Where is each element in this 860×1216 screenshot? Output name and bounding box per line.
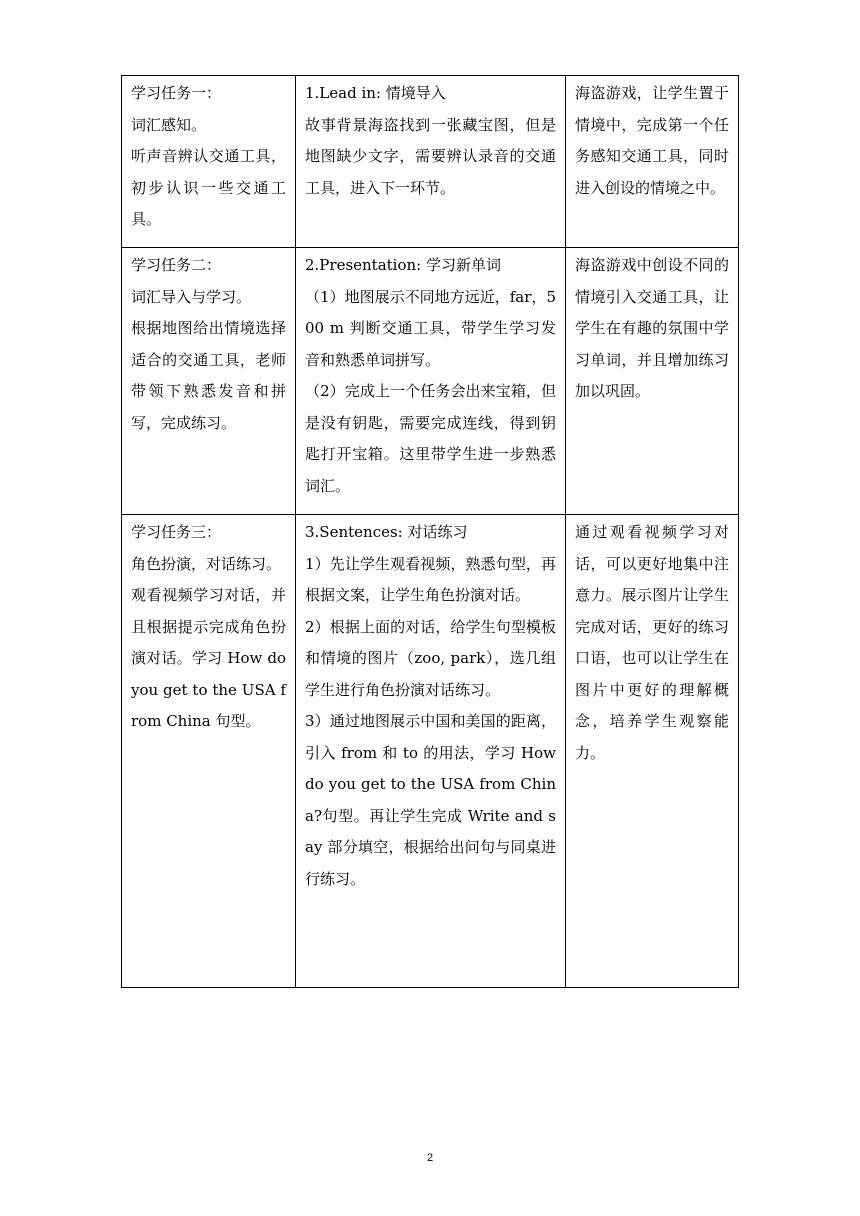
activity-line: 1）先让学生观看视频，熟悉句型，再根据文案，让学生角色扮演对话。 [305,554,556,604]
task-cell [122,515,296,988]
lesson-plan-table [121,75,739,988]
task-line: 角色扮演，对话练习。 [131,554,282,573]
intent-cell [566,515,739,988]
activity-cell [296,248,566,515]
task-line: 听声音辨认交通工具，初步认识一些交通工具。 [131,147,286,228]
task-cell [122,248,296,515]
activity-line: 3）通过地图展示中国和美国的距离，引入 from 和 to 的用法，学习 How do you get to the USA from China?句型。再让学生完成 Write and say 部分填空，根据给出问句与同桌进行练习。 [305,712,556,888]
activity-line: （1）地图展示不同地方远近，far，500 m 判断交通工具，带学生学习发音和熟悉单词拼写。 [305,287,556,369]
task-cell [122,76,296,248]
page-number: 2 [426,1152,434,1164]
intent-line: 海盗游戏，让学生置于情境中，完成第一个任务感知交通工具，同时进入创设的情境之中。 [575,84,729,197]
intent-line: 通过观看视频学习对话，可以更好地集中注意力。展示图片让学生完成对话，更好的练习口语，也可以让学生在图片中更好的理解概念，培养学生观察能力。 [575,523,729,762]
task-line: 词汇导入与学习。 [131,287,252,306]
activity-line: （2）完成上一个任务会出来宝箱，但是没有钥匙，需要完成连线，得到钥匙打开宝箱。这里带学生进一步熟悉词汇。 [305,382,556,495]
intent-cell [566,248,739,515]
table-row [122,76,739,248]
activity-title: 2.Presentation: 学习新单词 [305,256,501,274]
activity-title: 1.Lead in: 情境导入 [305,84,446,102]
task-line: 根据地图给出情境选择适合的交通工具，老师带领下熟悉发音和拼写，完成练习。 [131,319,286,432]
activity-line: 2）根据上面的对话，给学生句型模板和情境的图片（zoo, park），选几组学生进行角色扮演对话练习。 [305,617,556,699]
intent-line: 海盗游戏中创设不同的情境引入交通工具，让学生在有趣的氛围中学习单词，并且增加练习加以巩固。 [575,256,729,400]
table-row [122,515,739,988]
task-title: 学习任务三： [131,523,222,541]
task-line: 词汇感知。 [131,115,207,134]
activity-line: 故事背景海盗找到一张藏宝图，但是地图缺少文字，需要辨认录音的交通工具，进入下一环节。 [305,115,556,197]
activity-title: 3.Sentences: 对话练习 [305,523,468,541]
activity-cell [296,76,566,248]
task-line: 观看视频学习对话，并且根据提示完成角色扮演对话。学习 How do you get to the USA from China 句型。 [131,586,286,730]
table-row [122,248,739,515]
intent-cell [566,76,739,248]
activity-cell [296,515,566,988]
task-title: 学习任务二： [131,256,222,274]
task-title: 学习任务一： [131,84,222,102]
